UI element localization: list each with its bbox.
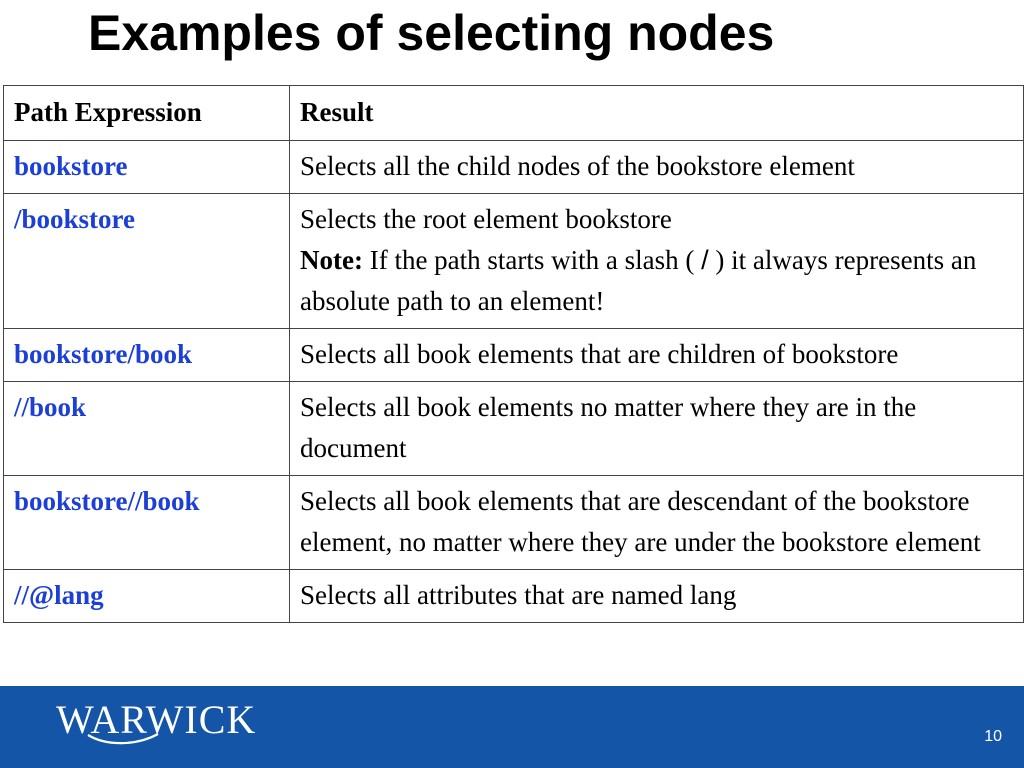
path-expression-cell: //@lang [4, 570, 290, 623]
result-text: Selects the root element bookstore [300, 204, 672, 234]
note-text-after: ) it always represents an absolute path to an element! [300, 245, 977, 316]
table-row [4, 329, 1024, 382]
result-cell [290, 194, 1024, 329]
path-expression-cell: /bookstore [4, 194, 290, 329]
page-number: 10 [984, 728, 1002, 745]
path-expression-cell: //book [4, 382, 290, 476]
path-expression-cell: bookstore/book [4, 329, 290, 382]
table-row [4, 570, 1024, 623]
xpath-examples-table [3, 85, 1024, 623]
warwick-logo: WARWICK [56, 697, 257, 742]
slash-symbol: / [701, 245, 709, 275]
table-row [4, 194, 1024, 329]
result-cell: Selects all attributes that are named lang [290, 570, 1024, 623]
result-cell: Selects all book elements no matter where they are in the document [290, 382, 1024, 476]
header-result: Result [290, 86, 1024, 141]
table-row [4, 382, 1024, 476]
result-cell: Selects all book elements that are descendant of the bookstore element, no matter where they are under the bookstore element [290, 476, 1024, 570]
note-text-before: If the path starts with a slash ( [369, 245, 695, 275]
result-cell: Selects all the child nodes of the bookstore element [290, 141, 1024, 194]
table-row [4, 476, 1024, 570]
result-cell: Selects all book elements that are children of bookstore [290, 329, 1024, 382]
logo-swoosh-icon [86, 732, 160, 746]
footer-bar [0, 686, 1024, 768]
path-expression-cell: bookstore [4, 141, 290, 194]
path-expression-cell: bookstore//book [4, 476, 290, 570]
table-row [4, 141, 1024, 194]
header-path-expression: Path Expression [4, 86, 290, 141]
note-label: Note: [300, 245, 363, 275]
slide-title: Examples of selecting nodes [88, 5, 775, 61]
table-header-row [4, 86, 1024, 141]
